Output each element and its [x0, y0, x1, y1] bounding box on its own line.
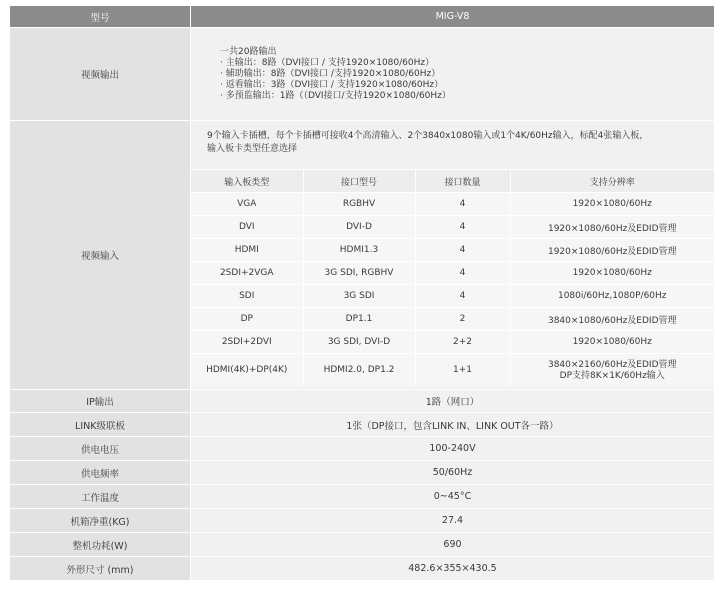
resolution: 3840×1080/60Hz及EDID管理 [510, 308, 714, 331]
interface-count: 4 [415, 216, 510, 239]
spec-row-link-board [10, 413, 714, 437]
input-board-table [191, 169, 714, 387]
table-row [191, 285, 714, 308]
spec-value: 1路（网口） [191, 390, 714, 412]
spec-row-frequency [10, 461, 714, 485]
spec-row-temperature [10, 485, 714, 509]
interface-model: DP1.1 [303, 308, 415, 331]
table-row [191, 216, 714, 239]
table-row [191, 193, 714, 216]
interface-model: 3G SDI, RGBHV [303, 262, 415, 285]
interface-count: 2 [415, 308, 510, 331]
header-row [10, 6, 714, 28]
board-type: SDI [191, 285, 303, 308]
header-model: MIG-V8 [191, 6, 714, 27]
interface-model: HDMI2.0, DP1.2 [303, 354, 415, 388]
interface-count: 4 [415, 285, 510, 308]
spec-label: 供电电压 [10, 437, 191, 460]
description-line: 输入板卡类型任意选择 [207, 144, 298, 154]
interface-model: 3G SDI [303, 285, 415, 308]
table-row [191, 262, 714, 285]
interface-count: 4 [415, 262, 510, 285]
board-type: DP [191, 308, 303, 331]
spec-value: 1张（DP接口，包含LINK IN、LINK OUT各一路） [191, 413, 714, 436]
output-line: · 辅助输出：8路（DVI接口 /支持1920×1080/60Hz） [220, 68, 441, 79]
spec-label: IP输出 [10, 390, 191, 412]
video-input-row [10, 121, 714, 390]
spec-value: 690 [191, 533, 714, 556]
spec-row-ip-output [10, 390, 714, 413]
interface-count: 1+1 [415, 354, 510, 388]
spec-label: 供电频率 [10, 461, 191, 484]
resolution: 1920×1080/60Hz [510, 262, 714, 285]
board-type: 2SDI+2DVI [191, 331, 303, 354]
resolution [510, 354, 714, 388]
output-line: · 返看输出：3路（DVI接口 / 支持1920×1080/60Hz） [220, 79, 444, 90]
output-line: · 主输出：8路（DVI接口 / 支持1920×1080/60Hz） [220, 57, 435, 68]
table-row [191, 308, 714, 331]
interface-count: 4 [415, 239, 510, 262]
column-header: 接口型号 [303, 170, 415, 193]
resolution: 1920×1080/60Hz及EDID管理 [510, 239, 714, 262]
board-type: DVI [191, 216, 303, 239]
column-header: 支持分辨率 [510, 170, 714, 193]
header-label: 型号 [10, 6, 191, 27]
interface-model: HDMI1.3 [303, 239, 415, 262]
column-header: 输入板类型 [191, 170, 303, 193]
video-output-lines [191, 47, 451, 102]
spec-value: 27.4 [191, 509, 714, 532]
video-output-value [191, 28, 714, 120]
spec-row-dimensions [10, 557, 714, 581]
spec-label: LINK级联板 [10, 413, 191, 436]
video-output-row [10, 28, 714, 121]
video-input-label: 视频输入 [10, 121, 191, 389]
resolution-line: 3840×2160/60Hz及EDID管理 [547, 359, 677, 370]
description-line: 9个输入卡插槽，每个卡插槽可接收4个高清输入、2个3840x1080输入或1个4K/60Hz输入，标配4张输入板， [207, 131, 649, 141]
table-row [191, 354, 714, 388]
board-type: VGA [191, 193, 303, 216]
spec-label: 工作温度 [10, 485, 191, 508]
column-header: 接口数量 [415, 170, 510, 193]
resolution: 1920×1080/60Hz [510, 331, 714, 354]
spec-row-weight [10, 509, 714, 533]
interface-model: RGBHV [303, 193, 415, 216]
board-type: HDMI [191, 239, 303, 262]
spec-row-voltage [10, 437, 714, 461]
resolution-line: DP支持8K×1K/60Hz输入 [559, 370, 665, 381]
board-type: 2SDI+2VGA [191, 262, 303, 285]
spec-row-power [10, 533, 714, 557]
spec-label: 机箱净重(KG) [10, 509, 191, 532]
interface-count: 2+2 [415, 331, 510, 354]
interface-model: DVI-D [303, 216, 415, 239]
input-table-header [191, 170, 714, 193]
resolution: 1920×1080/60Hz [510, 193, 714, 216]
spec-value: 100-240V [191, 437, 714, 460]
spec-label: 外形尺寸 (mm) [10, 557, 191, 580]
resolution: 1920×1080/60Hz及EDID管理 [510, 216, 714, 239]
output-line: · 多预监输出：1路（（DVI接口/支持1920×1080/60Hz） [220, 90, 451, 101]
video-input-value [191, 121, 714, 389]
spec-value: 50/60Hz [191, 461, 714, 484]
spec-value: 0~45°C [191, 485, 714, 508]
interface-count: 4 [415, 193, 510, 216]
spec-value: 482.6×355×430.5 [191, 557, 714, 580]
spec-label: 整机功耗(W) [10, 533, 191, 556]
output-line: 一共20路输出 [220, 46, 277, 57]
board-type: HDMI(4K)+DP(4K) [191, 354, 303, 388]
video-output-label: 视频输出 [10, 28, 191, 120]
video-input-description [191, 121, 714, 169]
resolution: 1080i/60Hz,1080P/60Hz [510, 285, 714, 308]
table-row [191, 239, 714, 262]
spec-table [10, 6, 714, 581]
interface-model: 3G SDI, DVI-D [303, 331, 415, 354]
table-row [191, 331, 714, 354]
